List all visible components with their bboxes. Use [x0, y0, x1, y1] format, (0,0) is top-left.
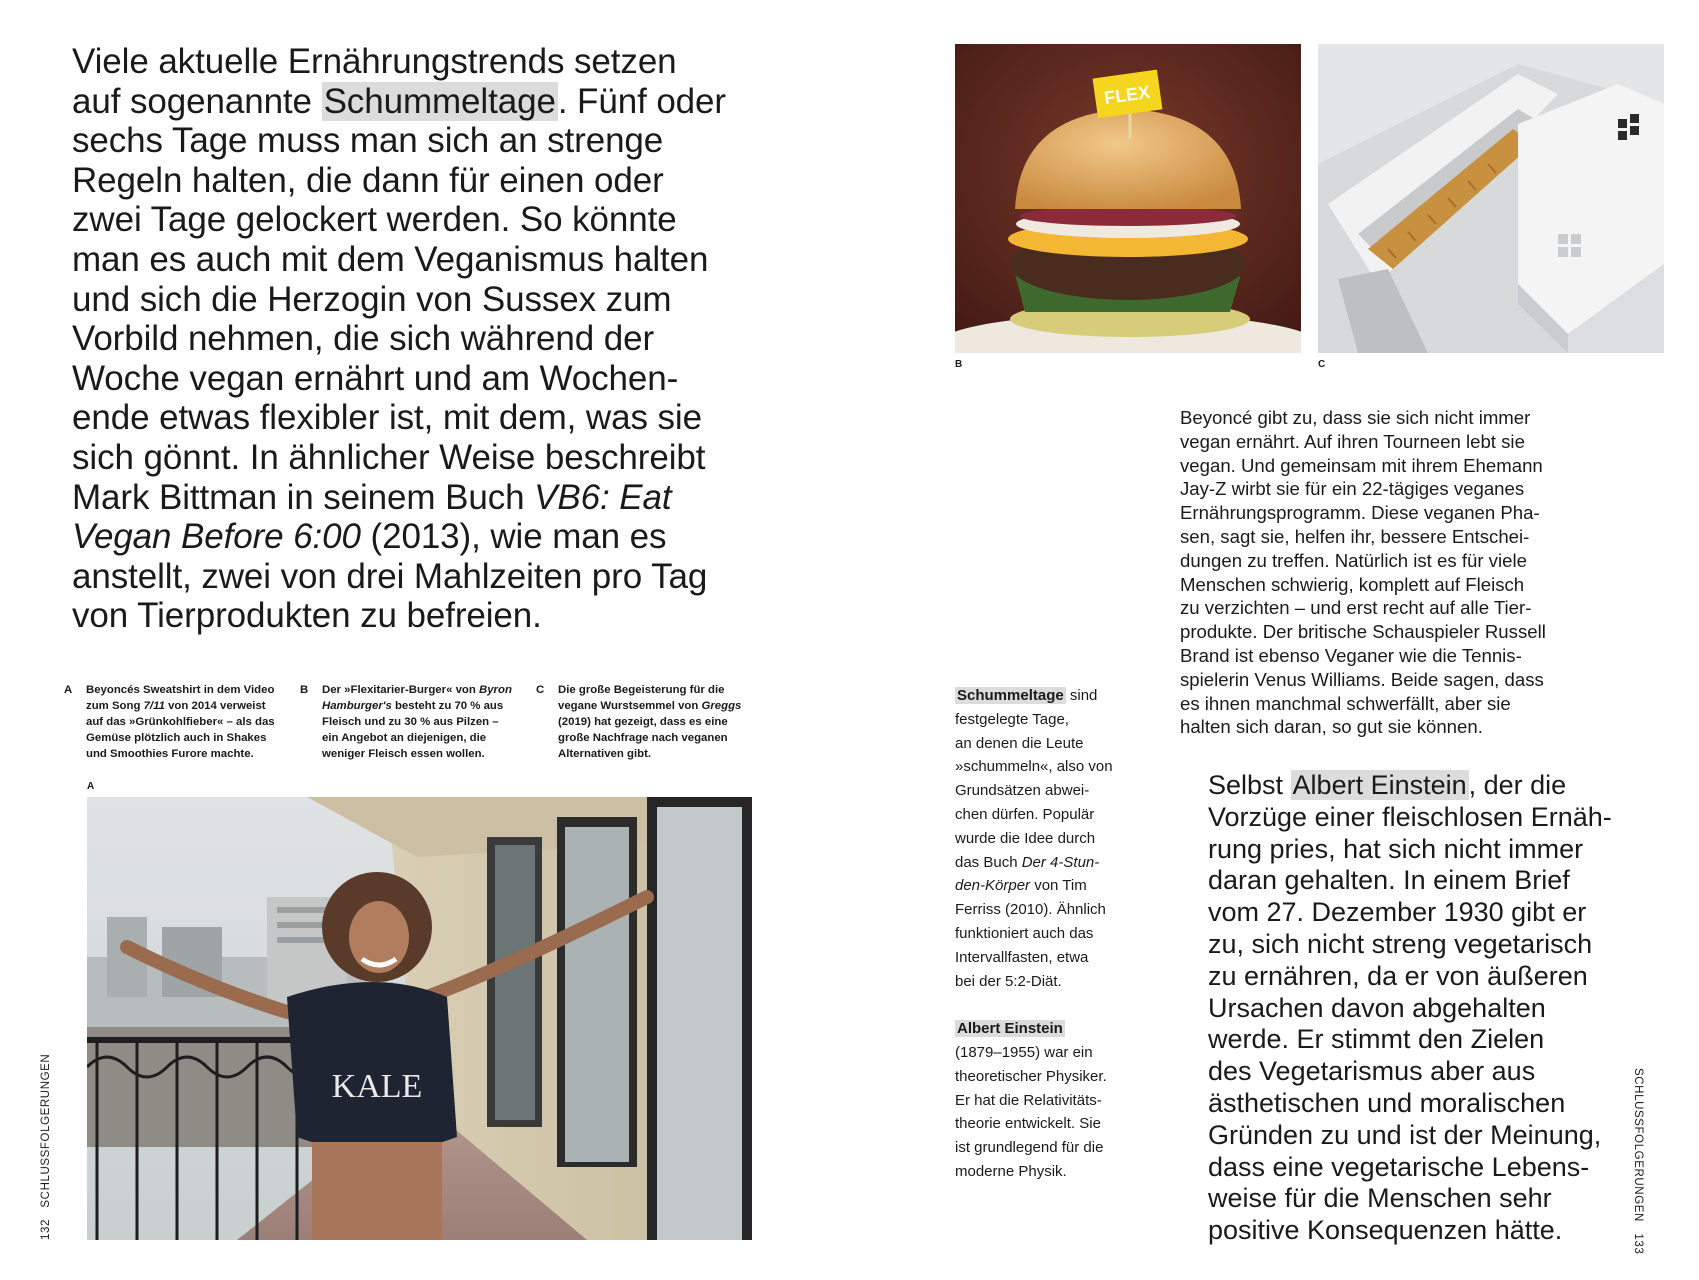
burger-flag-text: FLEX	[1102, 81, 1152, 109]
body-line: produkte. Der britische Schauspieler Russell	[1180, 621, 1546, 643]
photo-vegan-sausage-roll-box	[1318, 44, 1664, 353]
photo-shirt-text: KALE	[331, 1068, 423, 1105]
section-title: SCHLUSSFOLGERUNGEN	[40, 1053, 52, 1208]
body-line: Menschen schwierig, komplett auf Fleisch	[1180, 573, 1525, 595]
lead-line: und sich die Herzogin von Sussex zum	[72, 279, 672, 319]
lead-line: anstellt, zwei von drei Mahlzeiten pro Tag	[72, 556, 708, 596]
body-line: vegan ernährt. Auf ihren Tourneen lebt sie	[1180, 430, 1525, 452]
glossary-entry-schummeltage: Schummeltage sind festgelegte Tage, an denen die Leute »schummeln«, also von Grundsätzen abwei- chen dürfen. Populär wurde die Idee durch das Buch Der 4-Stun- den-Körper von Tim Ferriss (2010). Ähnlich funktioniert auch das Intervallfasten, etwa bei der 5:2-Diät.	[955, 687, 1113, 990]
quote-line: Vorzüge einer fleischlosen Ernäh-	[1208, 801, 1612, 832]
caption-letter: C	[536, 684, 545, 696]
quote-line: daran gehalten. In einem Brief	[1208, 865, 1570, 896]
pull-quote	[1208, 770, 1648, 1247]
body-line: Brand ist ebenso Veganer wie die Tennis-	[1180, 644, 1522, 666]
quote-line: dass eine vegetarische Lebens-	[1208, 1151, 1590, 1182]
lead-line: von Tierprodukten zu befreien.	[72, 596, 542, 636]
body-line: spielerin Venus Williams. Beide sagen, dass	[1180, 668, 1544, 690]
highlight-schummeltage[interactable]: Schummeltage	[323, 81, 556, 121]
section-title: SCHLUSSFOLGERUNGEN	[1632, 1068, 1644, 1222]
lead-line: Mark Bittman in seinem Buch VB6: Eat	[72, 477, 672, 517]
body-line: Ernährungsprogramm. Diese veganen Pha-	[1180, 502, 1540, 524]
body-line: dungen zu treffen. Natürlich ist es für viele	[1180, 549, 1527, 571]
lead-line: Vegan Before 6:00 (2013), wie man es	[72, 517, 667, 557]
lead-line: zwei Tage gelockert werden. So könnte	[72, 200, 677, 240]
lead-line: man es auch mit dem Veganismus halten	[72, 239, 709, 279]
lead-line: Woche vegan ernährt und am Wochen-	[72, 358, 679, 398]
caption-letter: A	[64, 684, 73, 696]
highlight-albert-einstein[interactable]: Albert Einstein	[1292, 770, 1467, 800]
page-number: 132	[40, 1219, 52, 1240]
quote-line: des Vegetarismus aber aus	[1208, 1056, 1536, 1087]
left-page: Viele aktuelle Ernährungstrends setzen auf sogenannte Schummeltage. Fünf oder sechs Tage muss man sich an strenge Regeln halten, die dann für einen oder zwei Tage gelockert werden. So könnte man es auch mit dem Veganismus halten und sich die Herzogin von Sussex zum Vorbild nehmen, die sich während der Woche vegan ernährt und am Wochen- ende etwas flexibler ist, mit dem, was sie sich gönnt. In ähnlicher Weise beschreibt Mark Bittman in seinem Buch VB6: Eat Vegan Before 6:00 (2013), wie man es anstellt, zwei von drei Mahlzeiten pro Tag von Tierprodukten zu befreien. A Beyoncés Sweatshirt in dem Video zum Song 7/11 von 2014 verweist auf das »Grünkohlfieber« – als das Gemüse plötzlich auch in Shakes und Smoothies Furore machte. B Der »Flexitarier-Burger« von Byron Hamburger's besteht zu 70 % aus Fleisch und zu 30 % aus Pilzen – ein Angebot an diejenigen, die weniger Fleisch essen wollen. C Die große Begeisterung für die vegane Wurstsemmel von Greggs (2019) hat gezeigt, dass es eine große Nachfrage nach veganen Alternativen gibt. A KALE 132 SCHLUSSFOLGERUNGEN	[0, 0, 849, 1280]
body-line: zu verzichten – und erst recht auf alle Tier-	[1180, 597, 1532, 619]
quote-line: positive Konsequenzen hätte.	[1208, 1215, 1563, 1246]
lead-line: Regeln halten, die dann für einen oder	[72, 160, 664, 200]
running-footer-right	[1632, 1068, 1644, 1254]
photo-beyonce-balcony	[87, 797, 752, 1240]
glossary-entry-einstein: Albert Einstein (1879–1955) war ein theoretischer Physiker. Er hat die Relativitäts- theorie entwickelt. Sie ist grundlegend für die moderne Physik.	[955, 1020, 1107, 1180]
glossary-sidebar	[955, 684, 1135, 1184]
lead-line: Vorbild nehmen, die sich während der	[72, 319, 655, 359]
quote-line: zu ernähren, da er von äußeren	[1208, 960, 1588, 991]
lead-line: Viele aktuelle Ernährungstrends setzen	[72, 42, 677, 81]
body-paragraph	[1180, 406, 1600, 739]
glossary-term: Albert Einstein	[957, 1020, 1063, 1038]
body-line: Jay-Z wirbt sie für ein 22-tägiges veganes	[1180, 478, 1525, 500]
photo-flex-burger	[955, 44, 1301, 353]
quote-line: vom 27. Dezember 1930 gibt er	[1208, 897, 1587, 928]
quote-line: rung pries, hat sich nicht immer	[1208, 833, 1584, 864]
lead-line: sich gönnt. In ähnlicher Weise beschreibt	[72, 437, 706, 477]
quote-line: ästhetischen und moralischen	[1208, 1087, 1566, 1118]
lead-line: auf sogenannte Schummeltage. Fünf oder	[72, 81, 726, 121]
figure-label-a: A	[87, 781, 95, 792]
quote-line: Gründen zu und ist der Meinung,	[1208, 1119, 1602, 1150]
page-number: 133	[1632, 1233, 1644, 1255]
running-footer-left	[40, 1054, 52, 1240]
lead-line: ende etwas flexibler ist, mit dem, was sie	[72, 398, 702, 438]
quote-line: Ursachen davon abgehalten	[1208, 992, 1546, 1023]
quote-line: zu, sich nicht streng vegetarisch	[1208, 928, 1593, 959]
body-line: sen, sagt sie, helfen ihr, bessere Entschei-	[1180, 525, 1530, 547]
figure-label-c: C	[1318, 359, 1326, 370]
caption-letter: B	[300, 684, 309, 696]
body-line: es ihnen manchmal schwerfällt, aber sie	[1180, 692, 1511, 714]
quote-line: Selbst Albert Einstein, der die	[1208, 770, 1567, 800]
body-line: Beyoncé gibt zu, dass sie sich nicht immer	[1180, 407, 1531, 428]
figure-label-b: B	[955, 359, 963, 370]
glossary-term: Schummeltage	[957, 687, 1064, 704]
lead-line: sechs Tage muss man sich an strenge	[72, 121, 664, 161]
body-line: halten sich daran, so gut sie können.	[1180, 716, 1483, 738]
quote-line: werde. Er stimmt den Zielen	[1208, 1024, 1545, 1055]
quote-line: weise für die Menschen sehr	[1208, 1183, 1552, 1214]
lead-paragraph	[72, 42, 792, 636]
body-line: vegan. Und gemeinsam mit ihrem Ehemann	[1180, 454, 1543, 476]
